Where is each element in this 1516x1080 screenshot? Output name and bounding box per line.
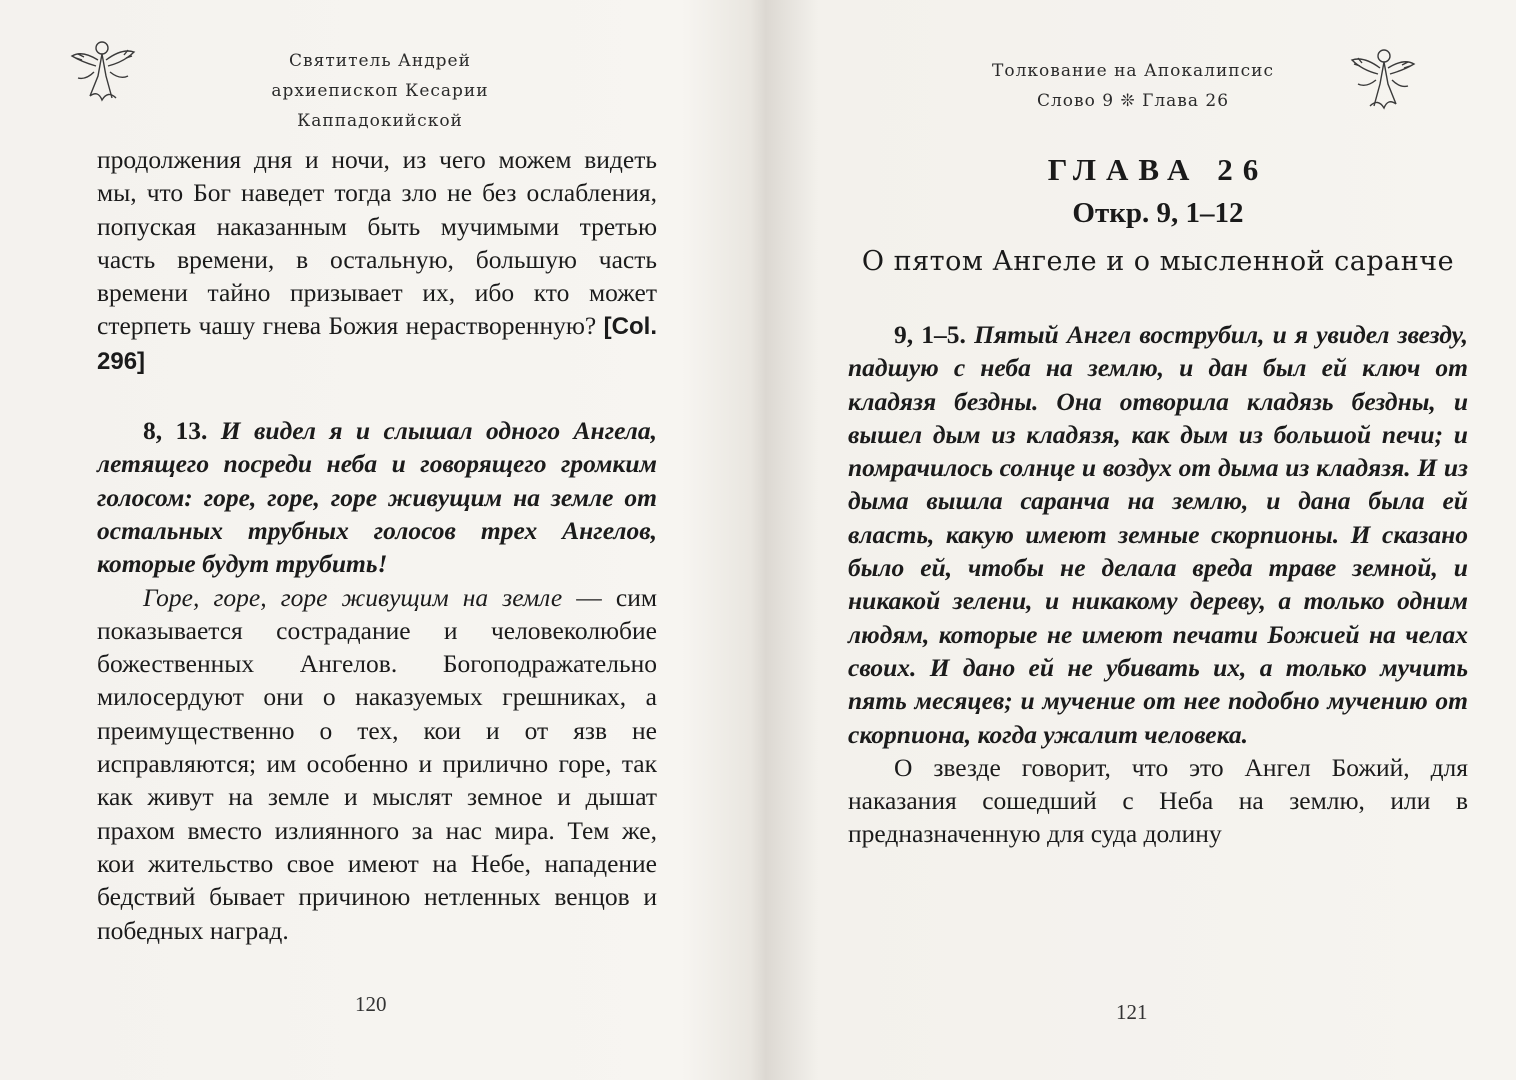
page-number: 120	[355, 992, 387, 1016]
continuation-text: продолжения дня и ночи, из чего можем видеть мы, что Бог наведет тогда зло не без ослабления, попуская наказанным быть мучимыми третью часть времени, в остальную, большую часть времени тайно призывает их, ибо кто может стерпеть чашу гнева Божия нерастворенную?	[97, 145, 657, 341]
angel-ornament-icon	[1348, 44, 1418, 114]
left-body-text	[97, 143, 657, 947]
commentary-paragraph: О звезде говорит, что это Ангел Божий, для наказания сошедший с Неба на землю, или в предназначенную для суда долину	[848, 752, 1468, 849]
verse-ref: 9, 1–5.	[894, 320, 966, 349]
chapter-title: ГЛАВА 26	[1047, 152, 1269, 187]
page-number: 121	[1116, 1000, 1148, 1024]
commentary-paragraph	[97, 581, 657, 947]
verse-text: Пятый Ангел вострубил, и я увидел звезду, падшую с неба на землю, и дан был ей ключ от кладязя бездны. Она отворила кладязь бездны, и вышел дым из кладязя, как дым из большой печи; и помрачилось солнце и воздух от дыма из кладязя. И из дыма вышла саранча на землю, и дана была ей власть, какую имеют земные скорпионы. И сказано было ей, чтобы не делала вреда траве земной, и никакой зелени, и никакому дереву, а только одним людям, которые не имеют печати Божией на челах своих. И дано ей не убивать их, а только мучить пять месяцев; и мучение от нее подобно мучению от скорпиона, когда ужалит человека.	[848, 320, 1469, 749]
running-head	[200, 46, 560, 136]
running-head	[968, 56, 1298, 116]
running-head-section: Слово 9 ❊ Глава 26	[1036, 91, 1230, 111]
verse-paragraph	[848, 318, 1468, 751]
commentary-text: — сим показывается сострадание и человеколюбие божественных Ангелов. Богоподражательно милосердуют они о наказуемых грешниках, а преимущественно о тех, кои и от язв не исправляются; им особенно и прилично горе, так как живут на земле и мыслят земное и дышат прахом вместо излиянного за нас мира. Тем же, кои жительство свое имеют на Небе, нападение бедствий бывает причиною нетленных венцов и победных наград.	[97, 582, 657, 945]
angel-ornament-icon	[68, 36, 138, 106]
chapter-reference: Откр. 9, 1–12	[1072, 197, 1244, 229]
verse-ref: 8, 13.	[143, 416, 208, 446]
chapter-subtitle: О пятом Ангеле и о мысленной саранче	[861, 246, 1455, 277]
col-marker: [Col. 296]	[97, 313, 657, 375]
verse-paragraph	[97, 414, 657, 580]
right-page	[758, 0, 1516, 1080]
right-body-text	[848, 318, 1468, 851]
running-head-title: Толкование на Апокалипсис	[992, 61, 1274, 81]
verse-text: И видел я и слышал одного Ангела, летящего посреди неба и говорящего громким голосом: горе, горе, горе живущим на земле от остальных трубных голосов трех Ангелов, которые будут трубить!	[97, 416, 658, 579]
commentary-quote: Горе, горе, горе живущим на земле	[143, 582, 563, 612]
continuation-paragraph	[97, 143, 657, 378]
running-head-author: Святитель Андрей	[289, 51, 471, 71]
running-head-title: архиепископ Кесарии Каппадокийской	[271, 81, 489, 131]
